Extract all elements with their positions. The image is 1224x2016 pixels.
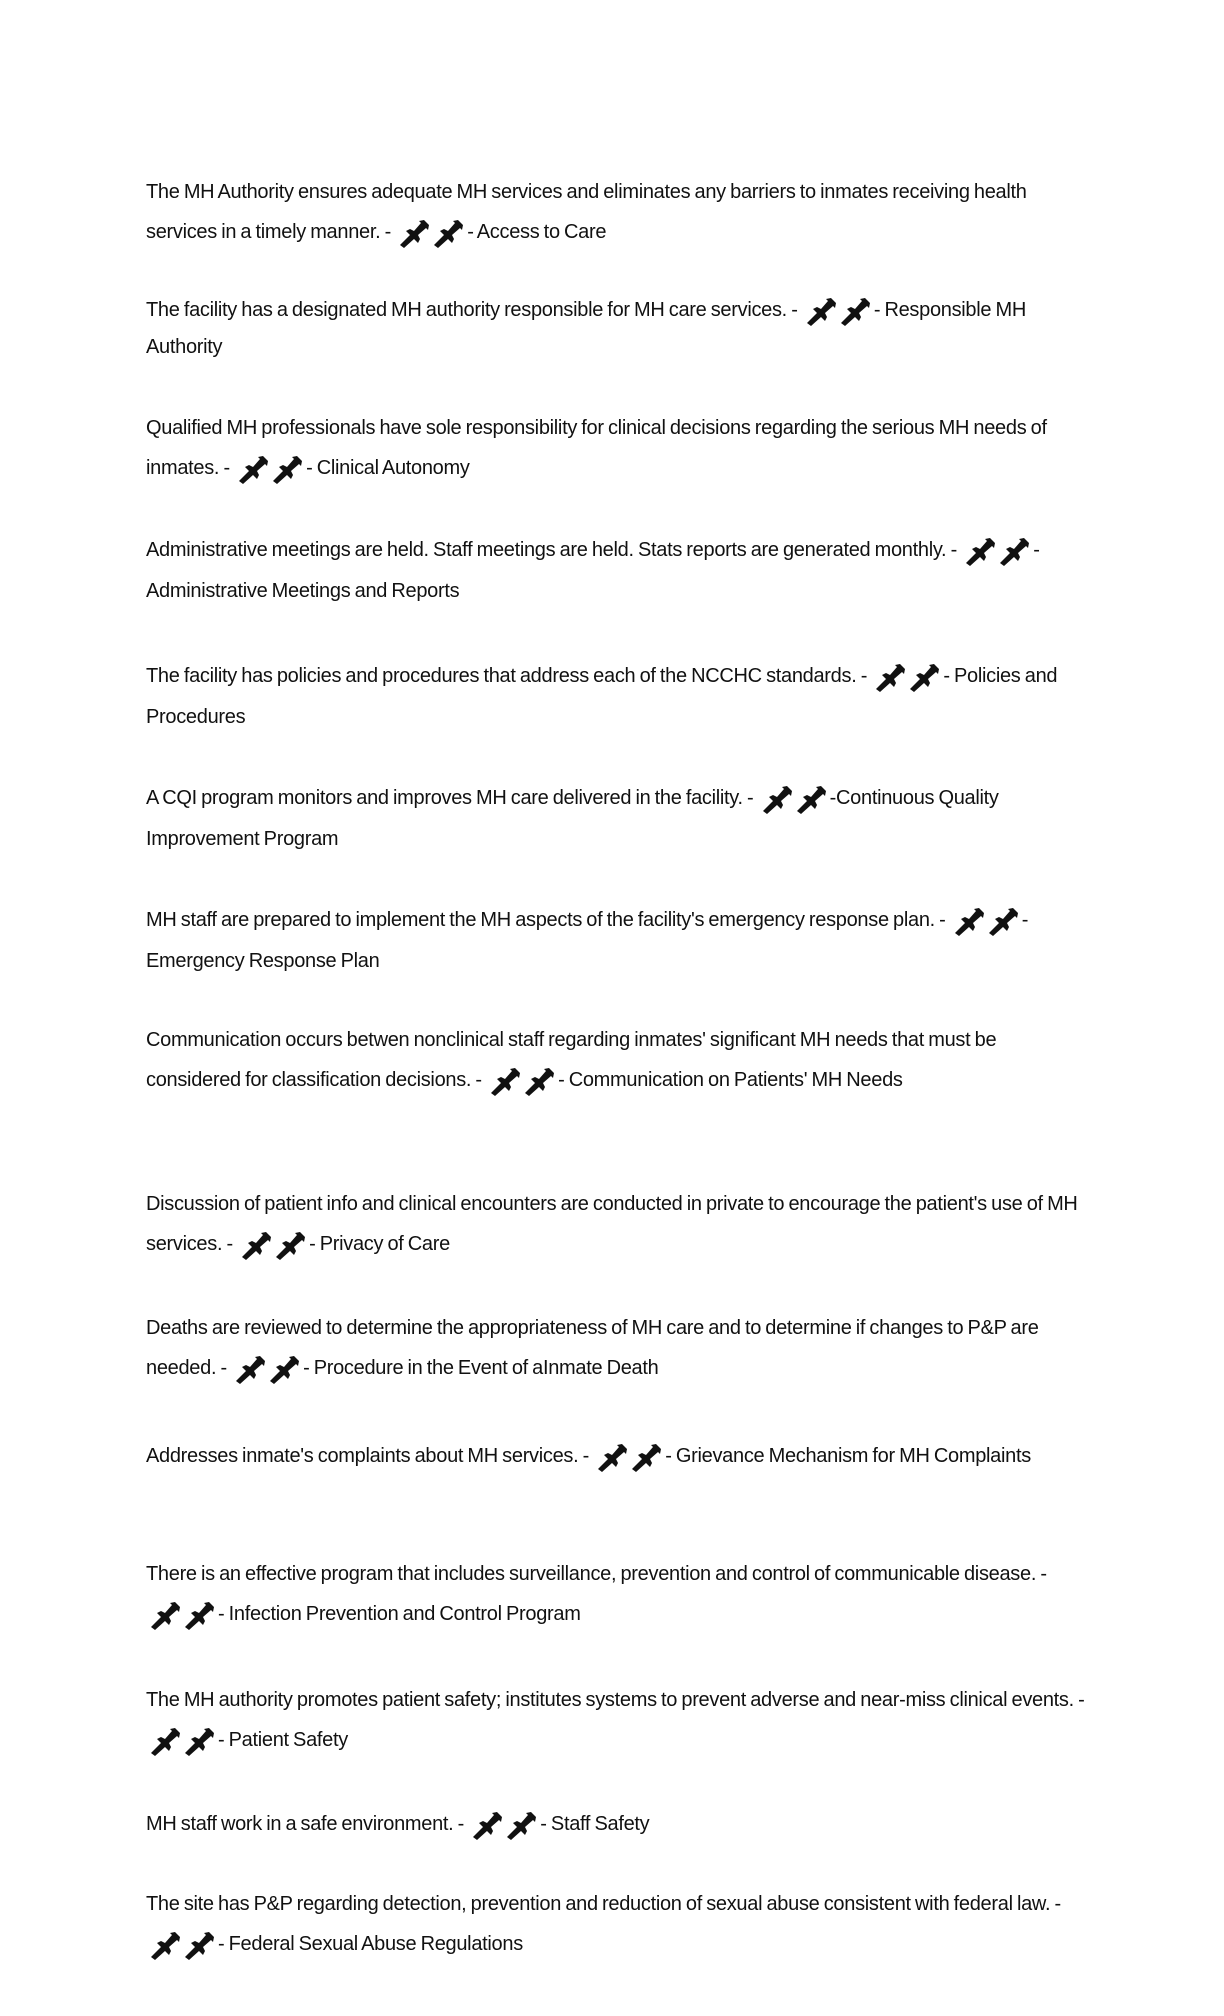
- standard-entry-administrative-meetings: Administrative meetings are held. Staff meetings are held. Stats reports are generated monthly. - - Administrative Meetings and Reports: [146, 530, 1086, 611]
- entry-description: The facility has policies and procedures that address each of the NCCHC standards. -: [146, 665, 868, 687]
- pushpin-icon: [488, 1066, 522, 1096]
- standard-title: Emergency Response Plan: [146, 949, 380, 972]
- standard-title: Privacy of Care: [319, 1233, 450, 1255]
- pushpin-icon: [233, 1354, 267, 1384]
- entry-description: Qualified MH professionals have sole responsibility for clinical decisions regarding the serious MH needs of inmates. -: [146, 417, 1047, 479]
- standard-entry-communication-mh-needs: Communication occurs betwen nonclinical staff regarding inmates' significant MH needs that must be considered for classification decisions. - - Communication on Patients' MH Needs: [146, 1020, 1086, 1101]
- pushpin-pair: [239, 1225, 307, 1265]
- entry-description: MH staff are prepared to implement the MH aspects of the facility's emergency response plan. -: [146, 909, 946, 931]
- pushpin-icon: [986, 906, 1020, 936]
- pushpin-icon: [182, 1600, 216, 1630]
- standard-entry-infection-prevention: There is an effective program that includes surveillance, prevention and control of communicable disease. - - Infection Prevention and Control Program: [146, 1554, 1086, 1635]
- standard-title: Clinical Autonomy: [316, 457, 470, 479]
- standard-title: Communication on Patients' MH Needs: [568, 1069, 903, 1091]
- standard-entry-cqi-program: A CQI program monitors and improves MH care delivered in the facility. - -Continuous Quality Improvement Program: [146, 778, 1086, 859]
- pushpin-icon: [431, 218, 465, 248]
- pushpin-icon: [504, 1810, 538, 1840]
- pushpin-icon: [239, 1230, 273, 1260]
- pushpin-icon: [907, 662, 941, 692]
- pushpin-icon: [997, 536, 1031, 566]
- pushpin-pair: [397, 213, 465, 253]
- entry-description: The site has P&P regarding detection, prevention and reduction of sexual abuse consistent with federal law. -: [146, 1893, 1061, 1915]
- pushpin-icon: [794, 784, 828, 814]
- standard-title: Staff Safety: [550, 1813, 650, 1835]
- pushpin-pair: [804, 293, 872, 329]
- pushpin-icon: [470, 1810, 504, 1840]
- standard-title: Policies and Procedures: [146, 665, 1058, 728]
- pushpin-pair: [236, 449, 304, 489]
- pushpin-icon: [273, 1230, 307, 1260]
- standard-entry-emergency-response: MH staff are prepared to implement the MH aspects of the facility's emergency response plan. - - Emergency Response Plan: [146, 900, 1086, 981]
- pushpin-icon: [182, 1930, 216, 1960]
- pushpin-icon: [804, 296, 838, 326]
- pushpin-pair: [148, 1721, 216, 1761]
- pushpin-icon: [760, 784, 794, 814]
- entry-description: Communication occurs betwen nonclinical staff regarding inmates' significant MH needs that must be considered for classification decisions. -: [146, 1029, 997, 1091]
- entry-description: There is an effective program that includes surveillance, prevention and control of communicable disease. -: [146, 1563, 1047, 1585]
- standard-entry-staff-safety: MH staff work in a safe environment. - - Staff Safety: [146, 1804, 1086, 1845]
- pushpin-icon: [595, 1442, 629, 1472]
- standard-entry-responsible-mh-authority: The facility has a designated MH authority responsible for MH care services. - - Responsible MH Authority: [146, 292, 1086, 365]
- pushpin-icon: [397, 218, 431, 248]
- pushpin-icon: [873, 662, 907, 692]
- pushpin-pair: [595, 1437, 663, 1477]
- entry-description: Discussion of patient info and clinical encounters are conducted in private to encourage the patient's use of MH services. -: [146, 1193, 1078, 1255]
- standard-title: Responsible MH Authority: [146, 299, 1026, 358]
- entry-description: The MH Authority ensures adequate MH services and eliminates any barriers to inmates receiving health services in a timely manner. -: [146, 181, 1027, 243]
- standard-title: Federal Sexual Abuse Regulations: [228, 1933, 523, 1955]
- entry-description: The facility has a designated MH authority responsible for MH care services. -: [146, 299, 798, 321]
- pushpin-pair: [963, 531, 1031, 571]
- standard-title: Continuous Quality Improvement Program: [146, 787, 999, 850]
- pushpin-icon: [522, 1066, 556, 1096]
- pushpin-pair: [470, 1805, 538, 1845]
- pushpin-icon: [952, 906, 986, 936]
- pushpin-icon: [838, 296, 872, 326]
- standard-entry-clinical-autonomy: Qualified MH professionals have sole responsibility for clinical decisions regarding the serious MH needs of inmates. - - Clinical Autonomy: [146, 408, 1086, 489]
- standard-title: Administrative Meetings and Reports: [146, 579, 460, 602]
- standard-title: Patient Safety: [228, 1729, 348, 1751]
- pushpin-icon: [148, 1600, 182, 1630]
- pushpin-icon: [963, 536, 997, 566]
- pushpin-pair: [148, 1595, 216, 1635]
- pushpin-pair: [952, 901, 1020, 941]
- standard-title: Grievance Mechanism for MH Complaints: [675, 1445, 1031, 1467]
- standard-entry-federal-sexual-abuse: The site has P&P regarding detection, prevention and reduction of sexual abuse consistent with federal law. - - Federal Sexual Abuse Regulations: [146, 1884, 1086, 1965]
- pushpin-icon: [148, 1726, 182, 1756]
- standard-entry-patient-safety: The MH authority promotes patient safety; institutes systems to prevent adverse and near-miss clinical events. - - Patient Safety: [146, 1680, 1086, 1761]
- pushpin-icon: [182, 1726, 216, 1756]
- pushpin-pair: [488, 1061, 556, 1101]
- standard-entry-access-to-care: The MH Authority ensures adequate MH services and eliminates any barriers to inmates receiving health services in a timely manner. - - Access to Care: [146, 172, 1086, 253]
- entry-description: Addresses inmate's complaints about MH services. -: [146, 1445, 589, 1467]
- pushpin-pair: [760, 779, 828, 819]
- pushpin-icon: [270, 454, 304, 484]
- pushpin-pair: [873, 657, 941, 697]
- entry-description: Administrative meetings are held. Staff meetings are held. Stats reports are generated monthly. -: [146, 539, 957, 561]
- entry-description: MH staff work in a safe environment. -: [146, 1813, 465, 1835]
- pushpin-pair: [148, 1925, 216, 1965]
- pushpin-icon: [148, 1930, 182, 1960]
- entry-description: The MH authority promotes patient safety; institutes systems to prevent adverse and near-miss clinical events. -: [146, 1689, 1085, 1711]
- entry-description: A CQI program monitors and improves MH care delivered in the facility. -: [146, 787, 754, 809]
- pushpin-icon: [267, 1354, 301, 1384]
- standard-title: Infection Prevention and Control Program: [228, 1603, 581, 1625]
- standard-entry-grievance-mechanism: Addresses inmate's complaints about MH services. - - Grievance Mechanism for MH Complaints: [146, 1436, 1086, 1477]
- standard-title: Procedure in the Event of aInmate Death: [313, 1357, 659, 1379]
- standard-title: Access to Care: [476, 221, 607, 243]
- standard-entry-inmate-death: Deaths are reviewed to determine the appropriateness of MH care and to determine if changes to P&P are needed. - - Procedure in the Event of aInmate Death: [146, 1308, 1086, 1389]
- pushpin-pair: [233, 1349, 301, 1389]
- entry-description: Deaths are reviewed to determine the appropriateness of MH care and to determine if changes to P&P are needed. -: [146, 1317, 1039, 1379]
- standard-entry-privacy-of-care: Discussion of patient info and clinical encounters are conducted in private to encourage the patient's use of MH services. - - Privacy of Care: [146, 1184, 1086, 1265]
- standard-entry-policies-procedures: The facility has policies and procedures that address each of the NCCHC standards. - - Policies and Procedures: [146, 656, 1086, 737]
- pushpin-icon: [236, 454, 270, 484]
- pushpin-icon: [629, 1442, 663, 1472]
